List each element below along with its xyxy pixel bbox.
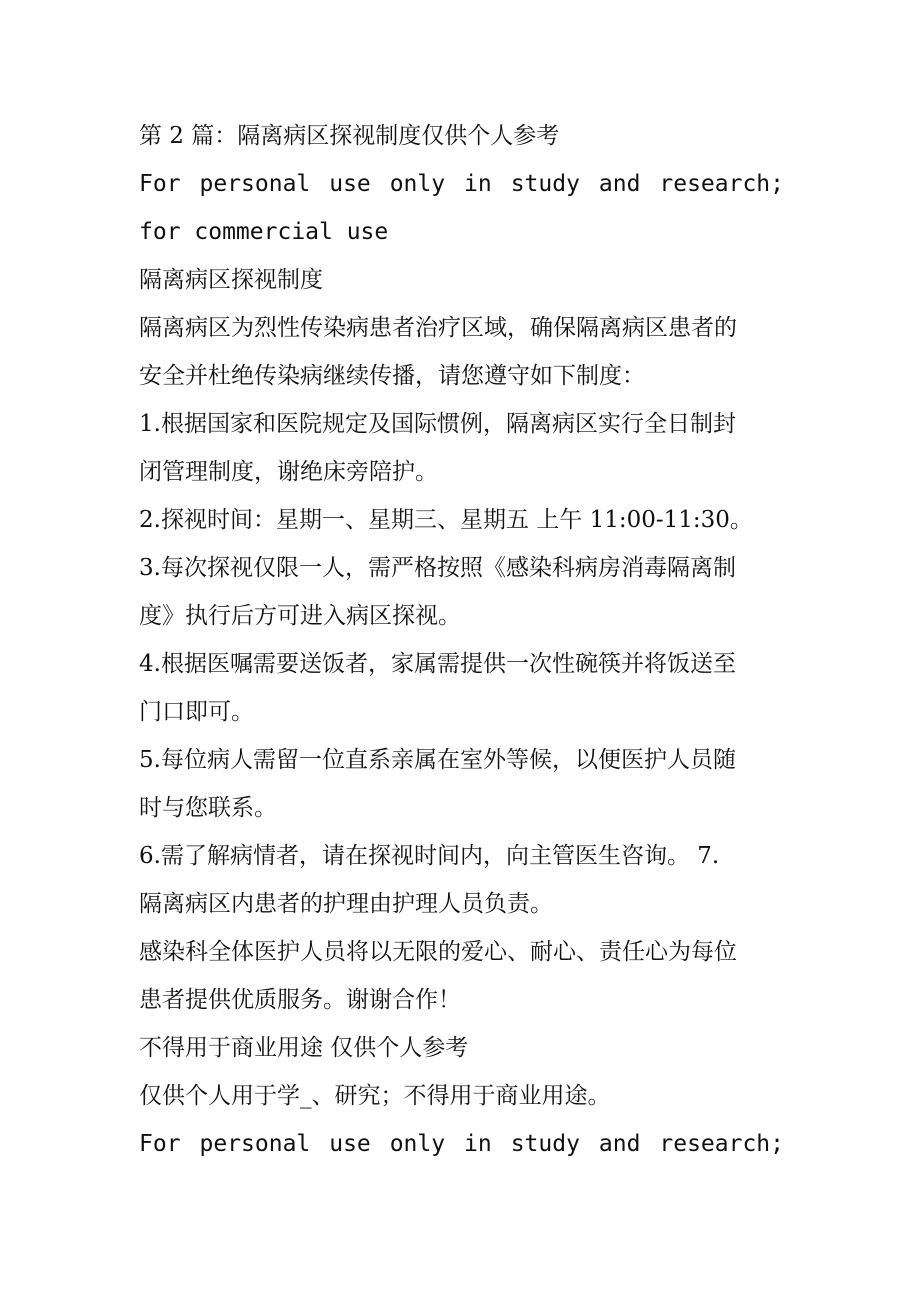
rule-line: 2.探视时间：星期一、星期三、星期五 上午 11:00-11:30。 [139, 507, 753, 533]
paragraph-line: 安全并杜绝传染病继续传播，请您遵守如下制度： [139, 363, 645, 389]
document-title: 隔离病区探视制度 [139, 267, 323, 293]
rule-line: 3.每次探视仅限一人，需严格按照《感染科病房消毒隔离制 [139, 555, 736, 581]
closing-line: 患者提供优质服务。谢谢合作！ [139, 987, 461, 1013]
paragraph-line: 隔离病区为烈性传染病患者治疗区域，确保隔离病区患者的 [139, 315, 737, 341]
closing-line: 感染科全体医护人员将以无限的爱心、耐心、责任心为每位 [139, 939, 737, 965]
rule-line: 1.根据国家和医院规定及国际惯例，隔离病区实行全日制封 [139, 411, 736, 437]
english-disclaimer-line: For personal use only in study and research; [139, 171, 784, 197]
rule-line: 闭管理制度，谢绝床旁陪护。 [139, 459, 438, 485]
english-disclaimer-line: for commercial use [139, 219, 389, 245]
rule-line: 门口即可。 [139, 699, 254, 725]
document-heading: 第 2 篇：隔离病区探视制度仅供个人参考 [139, 123, 560, 149]
rule-line: 隔离病区内患者的护理由护理人员负责。 [139, 891, 553, 917]
english-disclaimer-line: For personal use only in study and research; [139, 1131, 784, 1157]
rule-line: 度》执行后方可进入病区探视。 [139, 603, 461, 629]
rule-line: 时与您联系。 [139, 795, 277, 821]
document-body [139, 112, 784, 1168]
rule-line: 4.根据医嘱需要送饭者，家属需提供一次性碗筷并将饭送至 [139, 651, 736, 677]
footer-notice: 不得用于商业用途 仅供个人参考 [139, 1035, 469, 1061]
rule-line: 5.每位病人需留一位直系亲属在室外等候，以便医护人员随 [139, 747, 736, 773]
rule-line: 6.需了解病情者，请在探视时间内，向主管医生咨询。 7. [139, 843, 720, 869]
footer-notice: 仅供个人用于学_、研究；不得用于商业用途。 [139, 1083, 611, 1109]
